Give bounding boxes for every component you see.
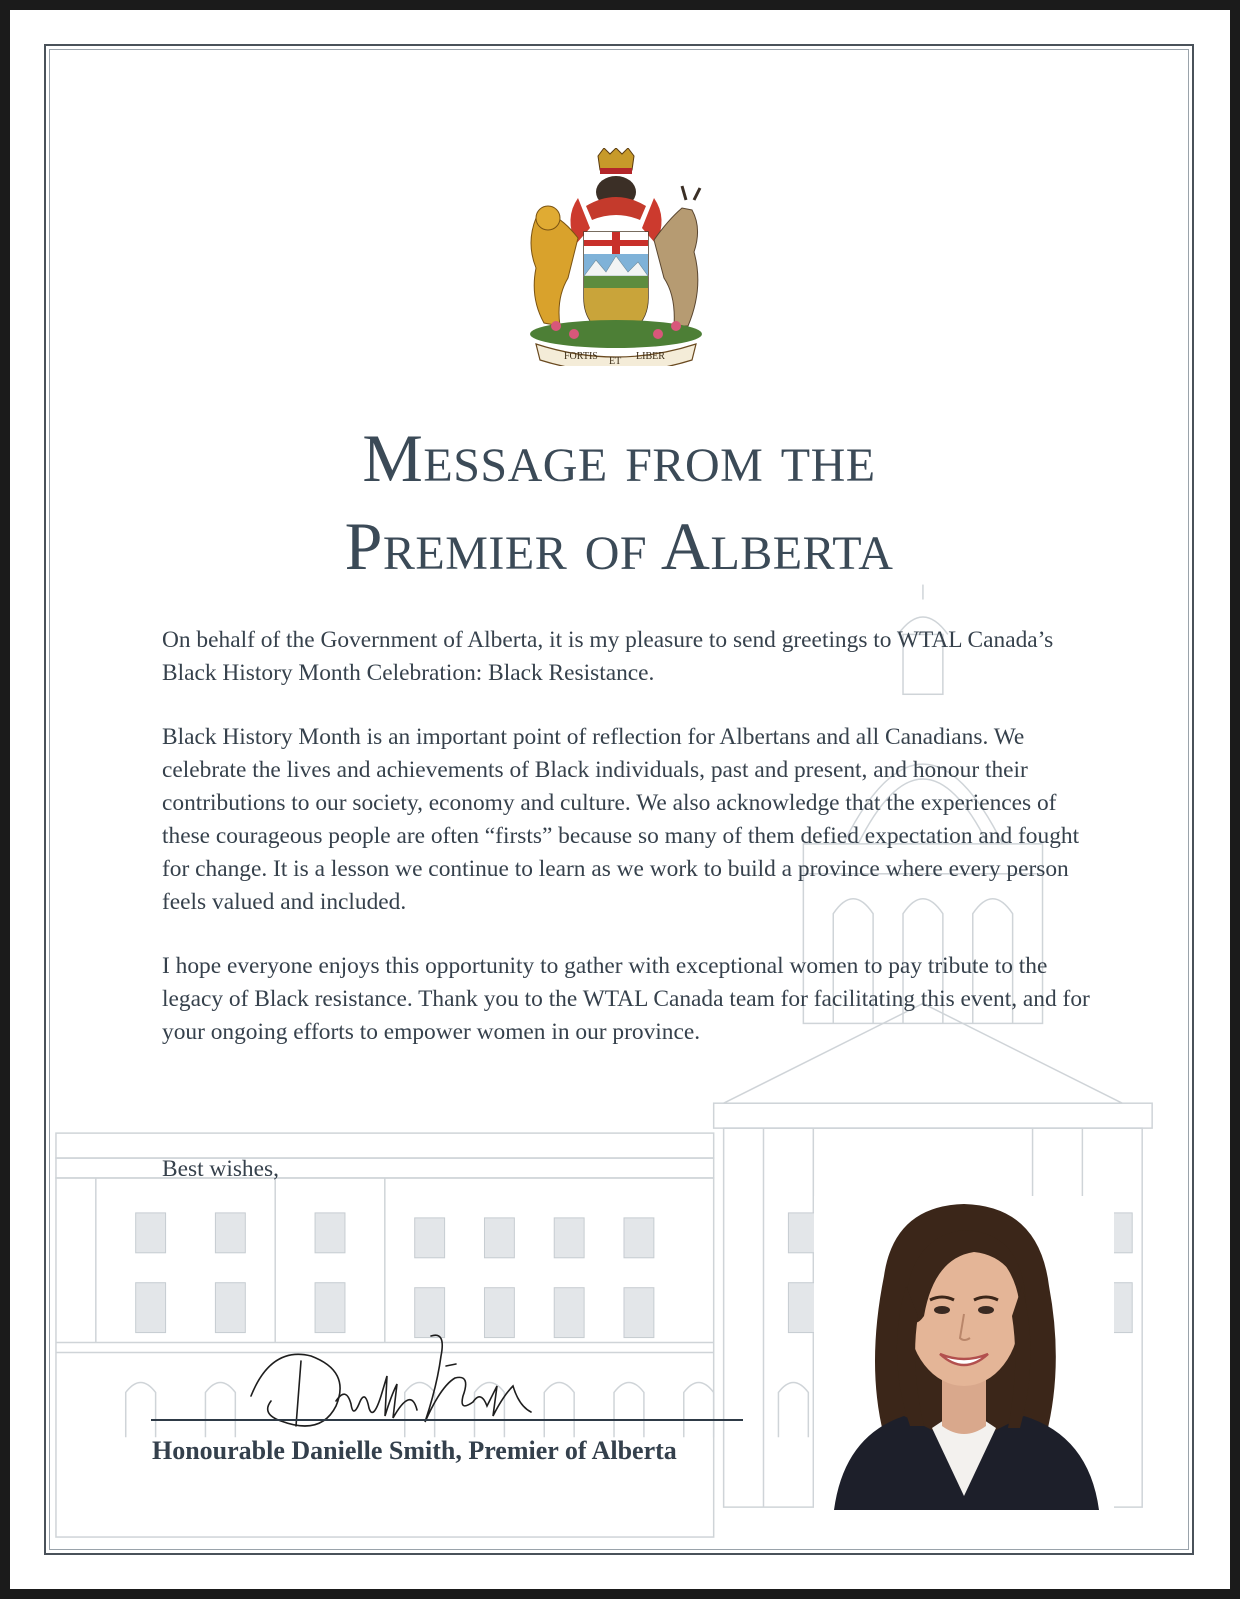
signature-line [151,1419,743,1421]
paragraph: I hope everyone enjoys this opportunity to gather with exceptional women to pay tribute to the legacy of Black resistance. Thank you to the WTAL Canada team for facilitating this event, and for your ongoing efforts to empower women in our province. [162,953,1090,1045]
premier-portrait [814,1196,1114,1510]
closing-salutation: Best wishes, [162,1156,279,1182]
alberta-coat-of-arms [516,148,716,366]
letter-body [162,624,1092,1080]
handwritten-signature [241,1326,561,1446]
page-title [46,414,1192,590]
page-border [44,44,1194,1555]
motto-word: FORTIS [564,351,598,362]
paragraph: On behalf of the Government of Alberta, it is my pleasure to send greetings to WTAL Canada’s Black History Month Celebration: Black Resistance. [162,627,1054,686]
motto-word: ET [609,356,622,366]
title-line-1: Message from the [362,420,876,496]
motto-word: LIBER [636,351,665,362]
document-page [10,10,1230,1589]
signer-name: Honourable Danielle Smith, Premier of Alberta [152,1436,677,1465]
title-line-2: Premier of Alberta [344,508,894,584]
paragraph: Black History Month is an important point of reflection for Albertans and all Canadians. We celebrate the lives and achievements of Black individuals, past and present, and honour their contributions to our society, economy and culture. We also acknowledge that the experiences of these courageous people are often “firsts” because so many of them defied expectation and fought for change. It is a lesson we continue to learn as we work to build a province where every person feels valued and included. [162,724,1080,915]
